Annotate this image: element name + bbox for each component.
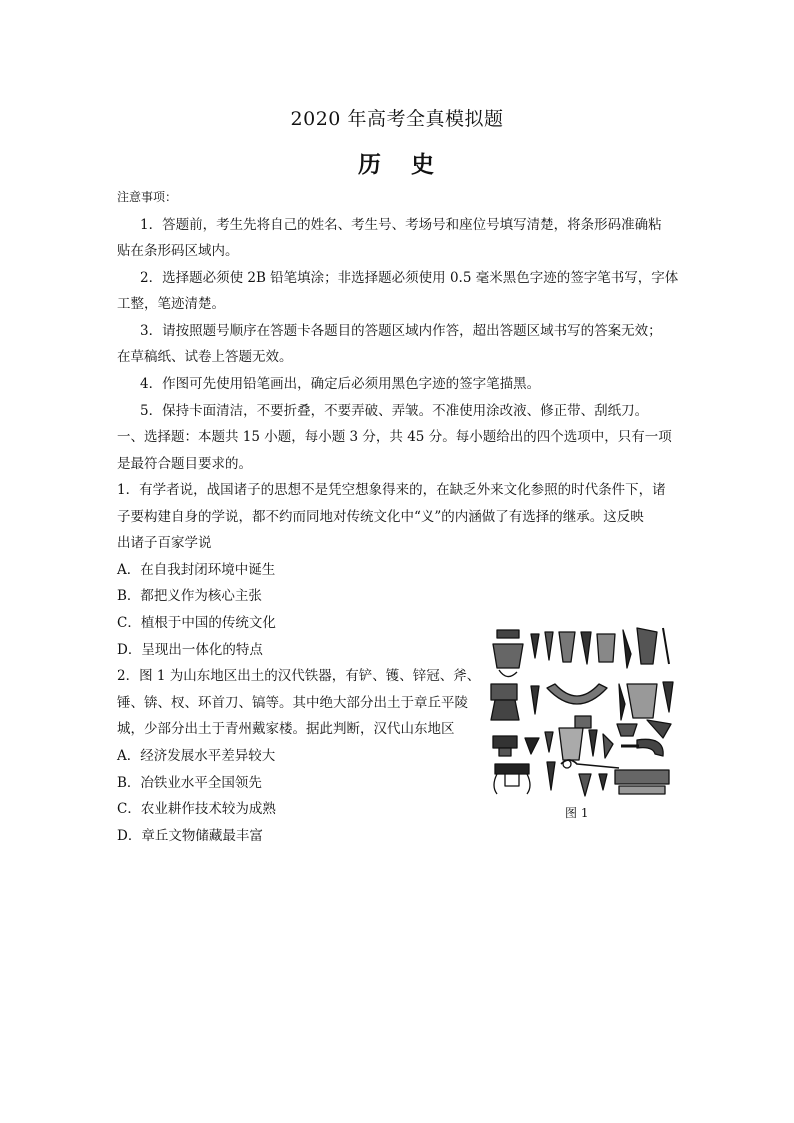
artifact-row-3 bbox=[493, 728, 663, 760]
q2-option-c: C．农业耕作技术较为成熟 bbox=[117, 801, 276, 817]
q1-option-a: A．在自我封闭环境中诞生 bbox=[117, 562, 276, 578]
subject-char-1: 历 bbox=[358, 151, 383, 178]
notice-item-3-line-1: 3．请按照题号顺序在答题卡各题目的答题区域内作答，超出答题区域书写的答案无效； bbox=[140, 323, 662, 339]
notice-item-1-line-2: 贴在条形码区域内。 bbox=[117, 243, 239, 259]
q1-stem-line-2: 子要构建自身的学说，都不约而同地对传统文化中“义”的内涵做了有选择的继承。这反映 bbox=[117, 509, 644, 525]
exam-title: 2020 年高考全真模拟题 bbox=[290, 108, 504, 130]
artifact-row-4 bbox=[494, 760, 669, 796]
subject-title bbox=[0, 146, 794, 179]
q2-option-a: A．经济发展水平差异较大 bbox=[117, 748, 276, 764]
section-1-line-2: 是最符合题目要求的。 bbox=[117, 456, 252, 472]
section-1-line-1: 一、选择题：本题共 15 小题，每小题 3 分，共 45 分。每小题给出的四个选项中，只有一项 bbox=[117, 429, 672, 445]
subject-char-2: 史 bbox=[411, 151, 436, 178]
q1-option-d: D．呈现出一体化的特点 bbox=[117, 642, 263, 658]
notice-item-2-line-1: 2．选择题必须使 2B 铅笔填涂；非选择题必须使用 0.5 毫米黑色字迹的签字笔书写，字体 bbox=[140, 270, 679, 286]
q1-stem-line-3: 出诸子百家学说 bbox=[117, 535, 212, 551]
figure-caption: 图 1 bbox=[565, 806, 589, 820]
q2-stem-line-1: 2．图 1 为山东地区出土的汉代铁器，有铲、镬、锌冠、斧、 bbox=[117, 668, 481, 684]
notice-item-1-line-1: 1．答题前，考生先将自己的姓名、考生号、考场号和座位号填写清楚，将条形码准确粘 bbox=[140, 217, 662, 233]
q1-option-b: B．都把义作为核心主张 bbox=[117, 588, 262, 604]
q2-option-d: D．章丘文物储藏最丰富 bbox=[117, 828, 263, 844]
iron-artifacts-figure bbox=[487, 624, 677, 800]
notice-item-5: 5．保持卡面清洁，不要折叠，不要弄破、弄皱。不准使用涂改液、修正带、刮纸刀。 bbox=[140, 403, 649, 419]
notice-item-2-line-2: 工整，笔迹清楚。 bbox=[117, 296, 225, 312]
notice-heading: 注意事项： bbox=[117, 190, 178, 204]
notice-item-3-line-2: 在草稿纸、试卷上答题无效。 bbox=[117, 349, 293, 365]
q2-option-b: B．冶铁业水平全国领先 bbox=[117, 775, 262, 791]
artifact-row-1 bbox=[493, 628, 669, 677]
q1-stem-line-1: 1．有学者说，战国诸子的思想不是凭空想象得来的，在缺乏外来文化参照的时代条件下，诸 bbox=[117, 482, 666, 498]
q2-stem-line-2: 锤、锛、杈、环首刀、镐等。其中绝大部分出土于章丘平陵 bbox=[117, 695, 468, 711]
q2-stem-line-3: 城，少部分出土于青州戴家楼。据此判断，汉代山东地区 bbox=[117, 721, 455, 737]
q1-option-c: C．植根于中国的传统文化 bbox=[117, 615, 276, 631]
notice-item-4: 4．作图可先使用铅笔画出，确定后必须用黑色字迹的签字笔描黑。 bbox=[140, 376, 541, 392]
